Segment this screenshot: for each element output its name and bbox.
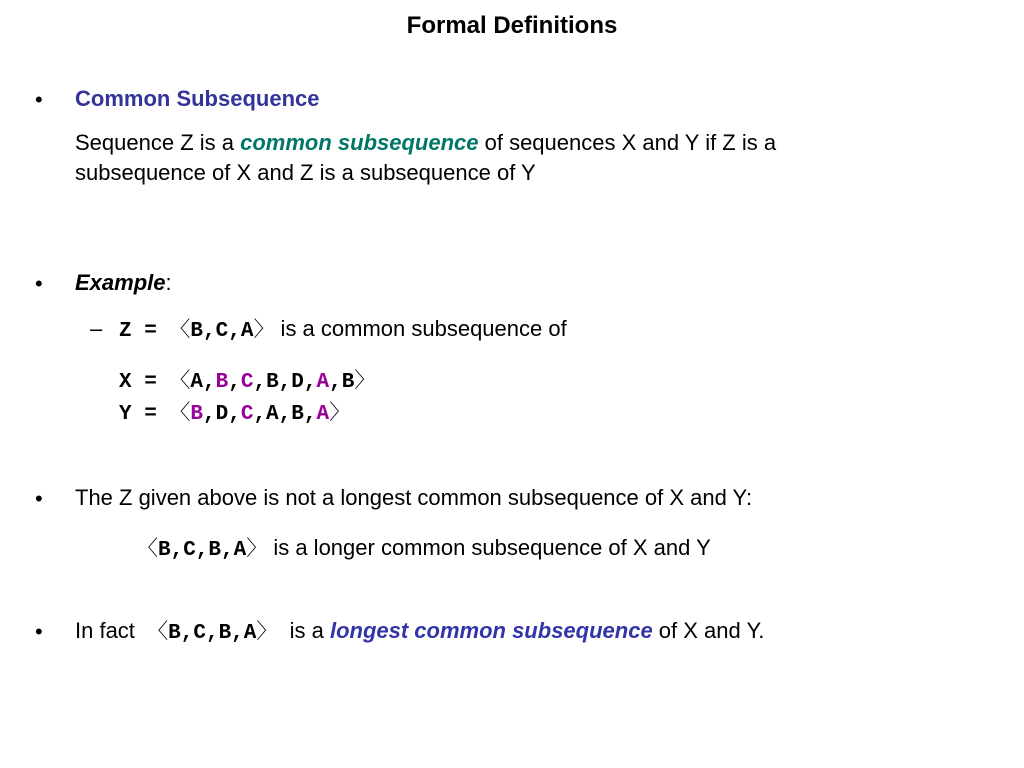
in-fact-statement bbox=[75, 616, 764, 649]
right-angle: 〉 bbox=[329, 400, 351, 424]
in-fact-prefix: In fact bbox=[75, 618, 148, 643]
bullet-marker: • bbox=[35, 486, 43, 511]
left-angle: 〈 bbox=[169, 317, 191, 341]
definition-prefix: Sequence Z is a bbox=[75, 130, 241, 155]
x-prefix: X = bbox=[119, 371, 170, 394]
z-description: is a common subsequence of bbox=[274, 316, 567, 341]
y-token-highlight: A bbox=[316, 403, 330, 426]
definition-line-1 bbox=[75, 128, 776, 158]
example-label: Example bbox=[75, 270, 166, 295]
lcs-term: longest common subsequence bbox=[329, 618, 653, 643]
x-sequence-line bbox=[119, 365, 375, 398]
right-angle: 〉 bbox=[253, 317, 275, 341]
left-angle: 〈 bbox=[169, 368, 191, 392]
x-token-highlight: B bbox=[215, 371, 229, 394]
definition-suffix: of sequences X and Y if Z is a bbox=[478, 130, 777, 155]
example-heading bbox=[75, 268, 172, 298]
left-angle: 〈 bbox=[137, 536, 158, 560]
x-token: A bbox=[190, 371, 204, 394]
x-token: ,B,D, bbox=[253, 371, 317, 394]
z-sequence: B,C,A bbox=[190, 320, 254, 343]
y-token: ,A,B, bbox=[253, 403, 317, 426]
definition-term: common subsequence bbox=[240, 130, 479, 155]
in-fact-suffix: of X and Y. bbox=[652, 618, 765, 643]
x-token: ,B bbox=[329, 371, 355, 394]
x-token: , bbox=[228, 371, 241, 394]
x-token: , bbox=[203, 371, 216, 394]
definition-paragraph bbox=[75, 128, 776, 188]
bullet-marker: • bbox=[35, 87, 43, 112]
common-subsequence-heading bbox=[75, 84, 319, 114]
y-token-highlight: C bbox=[240, 403, 254, 426]
right-angle: 〉 bbox=[246, 536, 268, 560]
right-angle: 〉 bbox=[256, 619, 278, 643]
x-token-highlight: C bbox=[240, 371, 254, 394]
x-token-highlight: A bbox=[316, 371, 330, 394]
z-sequence-line bbox=[119, 314, 567, 347]
y-sequence-line bbox=[119, 397, 350, 430]
z-prefix: Z = bbox=[119, 320, 170, 343]
bcba-sequence: B,C,B,A bbox=[168, 622, 257, 645]
slide-title: Formal Definitions bbox=[406, 12, 618, 39]
left-angle: 〈 bbox=[169, 400, 191, 424]
y-prefix: Y = bbox=[119, 403, 170, 426]
in-fact-middle: is a bbox=[277, 618, 330, 643]
right-angle: 〉 bbox=[354, 368, 376, 392]
example-colon: : bbox=[165, 270, 172, 295]
bullet-marker: • bbox=[35, 271, 43, 296]
definition-line-2: subsequence of X and Z is a subsequence of Y bbox=[75, 160, 536, 185]
not-longest-statement: The Z given above is not a longest common subsequence of X and Y: bbox=[75, 485, 753, 510]
longer-subsequence-line bbox=[137, 533, 711, 566]
bcba-sequence: B,C,B,A bbox=[158, 539, 247, 562]
left-angle: 〈 bbox=[147, 619, 169, 643]
dash-marker: – bbox=[90, 316, 103, 341]
heading-text: Common Subsequence bbox=[75, 86, 320, 111]
y-token-highlight: B bbox=[190, 403, 204, 426]
bullet-marker: • bbox=[35, 619, 43, 644]
y-token: ,D, bbox=[203, 403, 241, 426]
longer-description: is a longer common subsequence of X and Y bbox=[267, 535, 711, 560]
